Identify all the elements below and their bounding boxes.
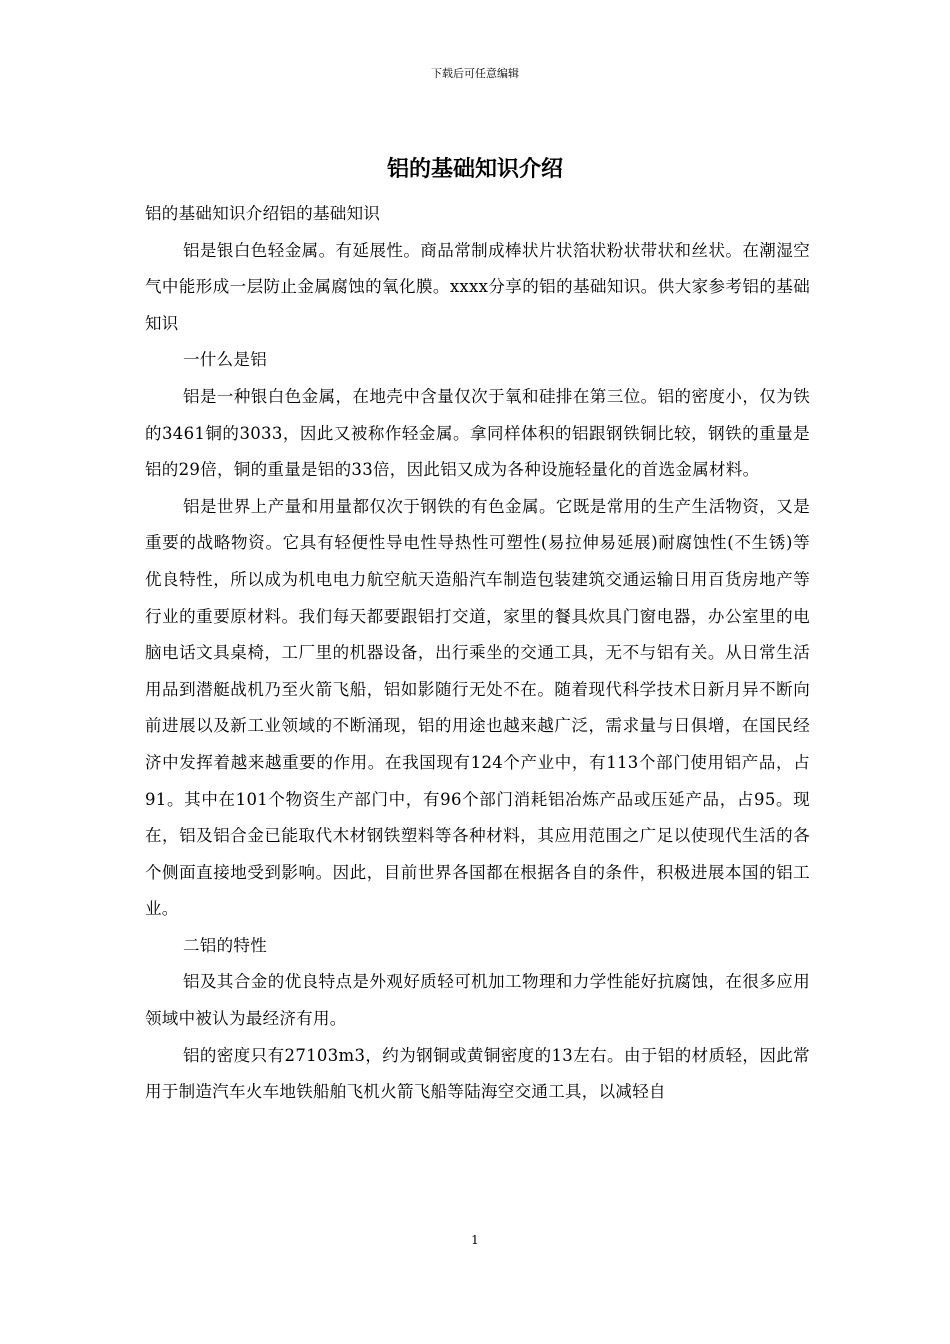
paragraph-lightweight: 铝的密度只有27103m3，约为钢铜或黄铜密度的13左右。由于铝的材质轻，因此常用于制造汽车火车地铁船舶飞机火箭飞船等陆海空交通工具，以减轻自 xyxy=(145,1045,810,1102)
paragraph-usage: 铝是世界上产量和用量都仅次于钢铁的有色金属。它既是常用的生产生活物资，又是重要的战略物资。它具有轻便性导电性导热性可塑性(易拉伸易延展)耐腐蚀性(不生锈)等优良特性，所以成为机电电力航空航天造船汽车制造包装建筑交通运输日用百货房地产等行业的重要原材料。我们每天都要跟铝打交道，家里的餐具炊具门窗电器，办公室里的电脑电话文具桌椅，工厂里的机器设备，出行乘坐的交通工具，无不与铝有关。从日常生活用品到潜艇战机乃至火箭飞船，铝如影随行无处不在。随着现代科学技术日新月异不断向前进展以及新工业领域的不断涌现，铝的用途也越来越广泛，需求量与日俱增，在国民经济中发挥着越来越重要的作用。在我国现有124个产业中，有113个部门使用铝产品，占91。其中在101个物资生产部门中，有96个部门消耗铝冶炼产品或压延产品，占95。现在，铝及铝合金已能取代木材钢铁塑料等各种材料，其应用范围之广足以使现代生活的各个侧面直接地受到影响。因此，目前世界各国都在根据各自的条件，积极进展本国的铝工业。 xyxy=(145,496,810,919)
paragraph-aluminum-summary: 铝是银白色轻金属。有延展性。商品常制成棒状片状箔状粉状带状和丝状。在潮湿空气中能形成一层防止金属腐蚀的氧化膜。xxxx分享的铝的基础知识。供大家参考铝的基础知识 xyxy=(145,240,810,333)
paragraph-advantages: 铝及其合金的优良特点是外观好质轻可机加工物理和力学性能好抗腐蚀，在很多应用领域中被认为最经济有用。 xyxy=(145,972,810,1029)
document-body xyxy=(145,196,810,1111)
paragraph-density: 铝是一种银白色金属，在地壳中含量仅次于氧和硅排在第三位。铝的密度小，仅为铁的3461铜的3033，因此又被称作轻金属。拿同样体积的铝跟钢铁铜比较，钢铁的重量是铝的29倍，铜的重量是铝的33倍，因此铝又成为各种设施轻量化的首选金属材料。 xyxy=(145,386,810,480)
document-title: 铝的基础知识介绍 xyxy=(386,156,563,182)
section-heading-what-is-aluminum: 一什么是铝 xyxy=(183,350,267,370)
header-note: 下载后可任意编辑 xyxy=(431,67,519,80)
section-heading-properties: 二铝的特性 xyxy=(183,935,267,955)
page-number: 1 xyxy=(471,1233,479,1247)
paragraph-intro: 铝的基础知识介绍铝的基础知识 xyxy=(145,204,381,223)
